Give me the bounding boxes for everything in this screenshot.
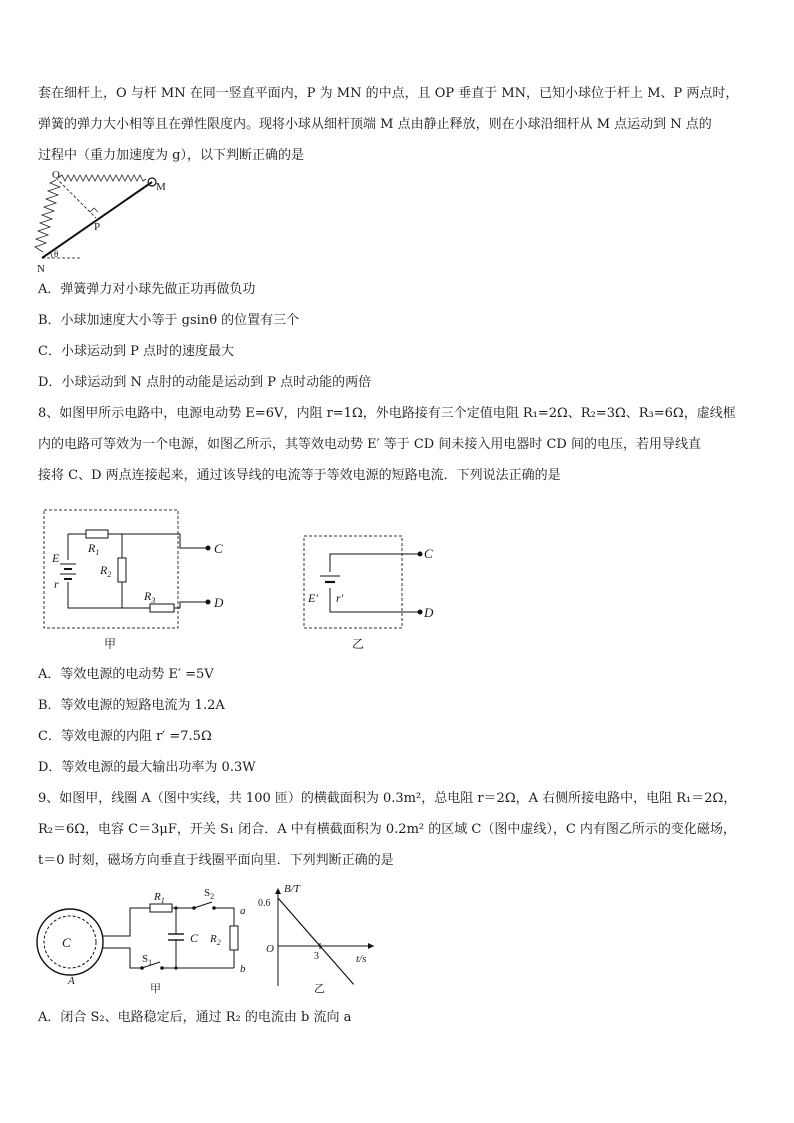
label-n: N	[37, 263, 45, 275]
label-r1: $R_1$	[88, 541, 100, 557]
spring-om	[58, 175, 146, 181]
spring-on	[35, 180, 60, 252]
label-c: C	[214, 541, 223, 556]
right-angle-mark	[90, 208, 98, 212]
q8-option-a: A．等效电源的电动势 E′ =5V	[38, 667, 214, 682]
label-o: O	[52, 169, 60, 181]
label-r3: $R_3$	[144, 589, 156, 605]
label-capacitor-c: C	[190, 931, 199, 945]
label-coil-a: A	[68, 975, 75, 987]
caption-yi: 乙	[352, 637, 365, 651]
q9-line-3: t＝0 时刻，磁场方向垂直于线圈平面向里．下列判断正确的是	[38, 853, 394, 868]
terminal-d	[418, 610, 423, 615]
label-r-prime: r′	[336, 591, 344, 605]
terminal-c	[206, 546, 211, 551]
terminal-d	[206, 600, 211, 605]
q7-option-b: B．小球加速度大小等于 gsinθ 的位置有三个	[38, 313, 300, 328]
x-tick-label: 3	[314, 951, 319, 962]
terminal-c	[418, 552, 423, 557]
label-r2: $R_2$	[100, 563, 112, 579]
x-axis-label: t/s	[356, 953, 367, 965]
bt-line	[278, 898, 354, 984]
caption-yi: 乙	[314, 983, 325, 995]
q9-option-a: A．闭合 S₂、电路稳定后，通过 R₂ 的电流由 b 流向 a	[38, 1010, 352, 1025]
q8-line-1: 8、如图甲所示电路中，电源电动势 E=6V，内阻 r=1Ω，外电路接有三个定值电阻 R₁=2Ω、R₂=3Ω、R₃=6Ω，虚线框	[38, 406, 736, 421]
q9-coil-circuit	[34, 884, 264, 996]
q9-line-2: R₂＝6Ω，电容 C＝3μF，开关 S₁ 闭合．A 中有横截面积为 0.2m² 的区域 C（图中虚线），C 内有图乙所示的变化磁场，	[38, 822, 736, 837]
label-d: D	[214, 595, 224, 610]
label-theta: θ	[54, 249, 59, 259]
origin-label: O	[266, 943, 274, 955]
y-axis-arrow	[275, 888, 281, 894]
y-axis-label: B/T	[284, 883, 300, 895]
q7-option-d: D．小球运动到 N 点肘的动能是运动到 P 点时动能的两倍	[38, 375, 372, 390]
label-s1: $S_1$	[142, 953, 153, 967]
q7-spring-rod-figure	[34, 166, 174, 276]
y-tick-label: 0.6	[258, 898, 271, 909]
label-c: C	[424, 546, 433, 561]
q8-option-d: D．等效电源的最大输出功率为 0.3W	[38, 760, 256, 775]
q9-bt-graph	[256, 878, 386, 998]
caption-jia: 甲	[104, 637, 117, 651]
label-m: M	[156, 181, 166, 193]
label-region-c: C	[62, 935, 71, 950]
resistor-r1	[150, 904, 172, 912]
q8-circuit-yi	[296, 526, 456, 656]
resistor-r3	[150, 604, 174, 612]
label-e-prime: E′	[308, 591, 318, 605]
q7-option-a: A．弹簧弹力对小球先做正功再做负功	[38, 282, 256, 297]
resistor-r1	[86, 530, 108, 538]
q8-line-3: 接将 C、D 两点连接起来，通过该导线的电流等于等效电源的短路电流．下列说法正确的是	[38, 468, 561, 483]
angle-arc	[50, 252, 52, 258]
resistor-r2	[118, 558, 126, 582]
label-r2: $R_2$	[210, 933, 221, 947]
resistor-r2	[230, 926, 238, 950]
q7-line-1: 套在细杆上，O 与杆 MN 在同一竖直平面内，P 为 MN 的中点，且 OP 垂直于 MN，已知小球位于杆上 M、P 两点时，	[38, 86, 739, 101]
label-p: P	[94, 221, 101, 233]
label-d: D	[424, 605, 434, 620]
label-a: a	[240, 905, 246, 917]
label-r1: $R_1$	[154, 891, 165, 905]
q8-option-b: B．等效电源的短路电流为 1.2A	[38, 698, 225, 713]
label-s2: $S_2$	[204, 887, 215, 901]
dashed-box	[304, 536, 402, 628]
q7-line-3: 过程中（重力加速度为 g），以下判断正确的是	[38, 148, 304, 163]
q8-option-c: C．等效电源的内阻 r′ =7.5Ω	[38, 729, 212, 744]
switch-s2	[194, 902, 212, 908]
q9-line-1: 9、如图甲，线圈 A（图中实线，共 100 匝）的横截面积为 0.3m²，总电阻 r＝2Ω，A 右侧所接电路中，电阻 R₁＝2Ω，	[38, 791, 737, 806]
label-b: b	[240, 963, 246, 975]
q7-option-c: C．小球运动到 P 点时的速度最大	[38, 344, 234, 359]
rod-mn	[42, 182, 152, 258]
caption-jia: 甲	[150, 983, 161, 995]
label-r: r	[54, 577, 59, 591]
q8-line-2: 内的电路可等效为一个电源，如图乙所示，其等效电动势 E′ 等于 CD 间未接入用电器时 CD 间的电压，若用导线直	[38, 437, 701, 452]
x-axis-arrow	[368, 943, 374, 949]
label-e: E	[52, 551, 60, 565]
q8-circuit-jia	[40, 506, 240, 656]
q7-line-2: 弹簧的弹力大小相等且在弹性限度内。现将小球从细杆顶端 M 点由静止释放，则在小球沿细杆从 M 点运动到 N 点的	[38, 117, 712, 132]
